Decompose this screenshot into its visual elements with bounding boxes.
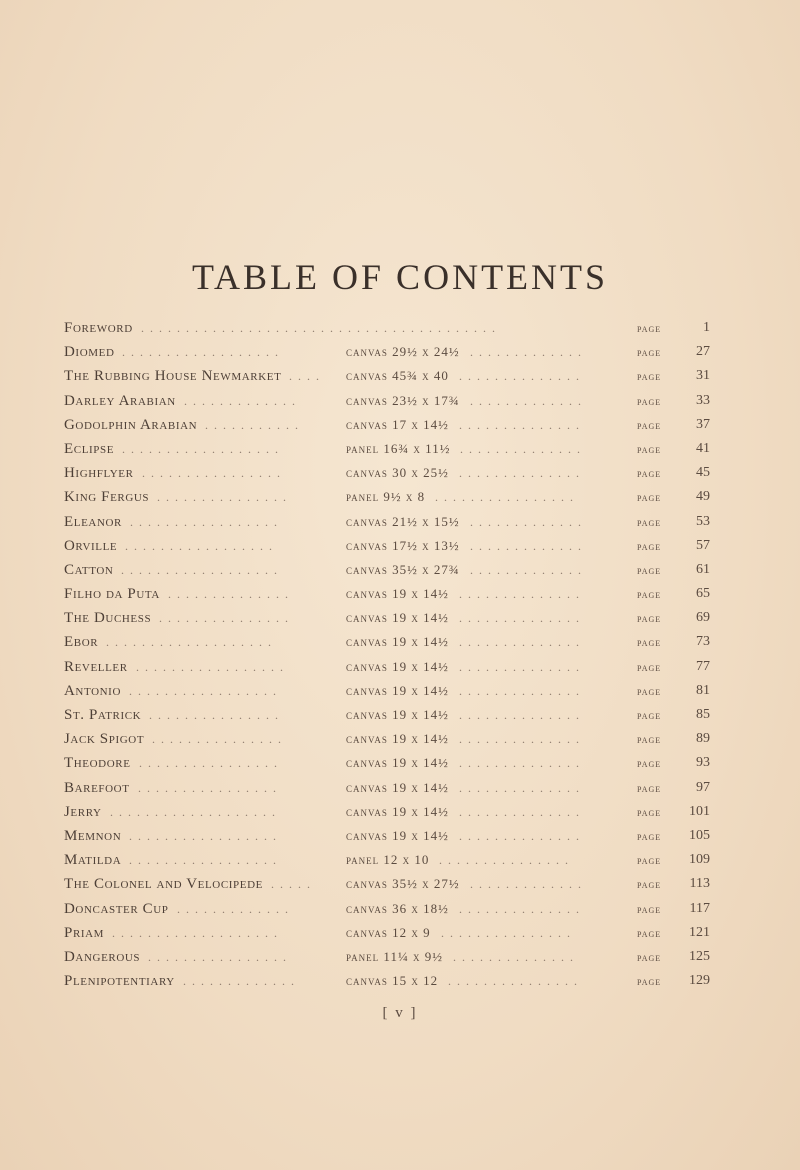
entry-dimensions: canvas 21½ x 15½ — [346, 513, 460, 529]
dot-leader: .............. — [459, 417, 585, 432]
toc-entry — [64, 437, 724, 461]
dot-leader: ............... — [441, 925, 576, 940]
page-number: 49 — [696, 489, 710, 505]
toc-entry — [64, 679, 724, 703]
entry-title: Plenipotentiary — [64, 973, 175, 990]
dot-leader: .............. — [459, 708, 585, 722]
toc-entry — [64, 413, 724, 437]
page-label: page — [637, 562, 662, 577]
dot-leader: ............. — [183, 974, 300, 989]
dot-leader: ................. — [129, 683, 282, 698]
page-number: 33 — [696, 392, 710, 408]
entry-title: Matilda — [64, 852, 122, 869]
dot-leader: .............. — [459, 659, 585, 674]
dot-leader: ............... — [149, 708, 284, 722]
page-label: page — [637, 490, 662, 505]
page-number: 89 — [696, 731, 710, 747]
entry-title: Highflyer — [64, 465, 134, 482]
toc-entry — [64, 824, 724, 848]
toc-entry — [64, 461, 724, 485]
page-label: page — [637, 804, 662, 819]
entry-dimensions: canvas 19 x 14½ — [346, 827, 449, 843]
entry-title: Filho da Puta — [64, 586, 160, 603]
entry-dimensions: canvas 19 x 14½ — [346, 682, 449, 698]
toc-entry — [64, 945, 724, 969]
entry-title: King Fergus — [64, 489, 150, 506]
page-label: page — [637, 393, 662, 408]
dot-leader: ................ — [148, 949, 292, 964]
toc-entry — [64, 655, 724, 679]
entry-dimensions: canvas 35½ x 27½ — [346, 876, 460, 892]
dot-leader: ................. — [129, 853, 282, 868]
dot-leader: .............. — [459, 683, 585, 698]
dot-leader: ............. — [470, 514, 587, 529]
entry-title: Darley Arabian — [64, 392, 176, 409]
toc-entry — [64, 534, 724, 558]
dot-leader: .................. — [121, 562, 283, 577]
entry-dimensions: panel 9½ x 8 — [346, 489, 426, 505]
dot-leader: .................. — [122, 441, 284, 456]
entry-dimensions: canvas 17½ x 13½ — [346, 537, 460, 553]
page-label: page — [637, 683, 662, 698]
dot-leader: ............. — [470, 393, 587, 408]
page-label: page — [637, 441, 662, 456]
entry-title: Diomed — [64, 344, 115, 361]
page-label: page — [637, 635, 662, 650]
page-label: page — [637, 828, 662, 843]
page-label: page — [637, 780, 662, 795]
entry-title: Dangerous — [64, 948, 141, 965]
toc-entry — [64, 969, 724, 993]
dot-leader: ................ — [139, 756, 283, 771]
entry-dimensions: canvas 15 x 12 — [346, 973, 439, 989]
page-number: 41 — [696, 440, 710, 456]
entry-dimensions: canvas 17 x 14½ — [346, 416, 449, 432]
entry-title: Ebor — [64, 634, 99, 651]
toc-entry — [64, 582, 724, 606]
entry-title: Antonio — [64, 682, 121, 699]
dot-leader: .............. — [459, 466, 585, 481]
entry-title: Priam — [64, 924, 105, 941]
page-number: 81 — [696, 682, 710, 698]
entry-title: The Colonel and Velocipede — [64, 876, 263, 893]
entry-dimensions: canvas 35½ x 27¾ — [346, 561, 460, 577]
entry-title: Jack Spigot — [64, 731, 145, 748]
entry-title: St. Patrick — [64, 707, 142, 723]
page-label: page — [637, 974, 662, 989]
page-number: 61 — [696, 561, 710, 577]
page-number: 113 — [689, 876, 710, 892]
page-number: 69 — [696, 610, 710, 626]
page-label: page — [637, 949, 662, 964]
entry-title: Catton — [64, 561, 114, 578]
dot-leader: ................. — [136, 659, 289, 674]
dot-leader: ................ — [142, 466, 286, 481]
page-label: page — [637, 708, 662, 722]
entry-title: Orville — [64, 537, 118, 554]
toc-entry — [64, 485, 724, 509]
toc-entry — [64, 872, 724, 896]
page-number: 121 — [689, 924, 710, 940]
entry-dimensions: canvas 19 x 14½ — [346, 731, 449, 747]
entry-dimensions: panel 12 x 10 — [346, 852, 430, 868]
page-label: page — [637, 877, 662, 892]
entry-dimensions: canvas 19 x 14½ — [346, 610, 449, 626]
toc-entry — [64, 340, 724, 364]
dot-leader: ............. — [470, 562, 587, 577]
toc-entry — [64, 921, 724, 945]
entry-title: Barefoot — [64, 779, 130, 796]
dot-leader: .............. — [459, 635, 585, 650]
dot-leader: .............. — [168, 587, 294, 602]
page-number: 129 — [689, 973, 710, 989]
toc-entry — [64, 630, 724, 654]
toc-entry — [64, 510, 724, 534]
page-number: 73 — [696, 634, 710, 650]
page-label: page — [637, 369, 662, 384]
entry-dimensions: panel 11¼ x 9½ — [346, 948, 443, 964]
dot-leader: .... — [289, 369, 325, 384]
page-label: page — [637, 417, 662, 432]
page-number: 31 — [696, 368, 710, 384]
entry-dimensions: canvas 19 x 14½ — [346, 586, 449, 602]
dot-leader: ............... — [152, 732, 287, 747]
page-number: 37 — [696, 416, 710, 432]
dot-leader: ............... — [157, 490, 292, 505]
dot-leader: ................... — [112, 925, 283, 940]
dot-leader: ............. — [470, 877, 587, 892]
page-label: page — [637, 611, 662, 626]
page-label: page — [637, 345, 662, 360]
dot-leader: .............. — [459, 780, 585, 795]
page-label: page — [637, 659, 662, 674]
toc-entry — [64, 606, 724, 630]
dot-leader: ............... — [159, 611, 294, 626]
page-number: 101 — [689, 803, 710, 819]
page-number: 57 — [696, 537, 710, 553]
page-number: 125 — [689, 948, 710, 964]
page-label: page — [637, 321, 662, 335]
entry-dimensions: canvas 19 x 14½ — [346, 658, 449, 674]
toc-entry — [64, 751, 724, 775]
dot-leader: .................. — [122, 345, 284, 360]
dot-leader: ............. — [177, 901, 294, 916]
dot-leader: ............. — [470, 538, 587, 553]
page-number: 93 — [696, 755, 710, 771]
toc-entry — [64, 776, 724, 800]
entry-dimensions: canvas 19 x 14½ — [346, 707, 449, 722]
page-label: page — [637, 756, 662, 771]
dot-leader: .............. — [459, 611, 585, 626]
dot-leader: .............. — [453, 949, 579, 964]
page-label: page — [637, 587, 662, 602]
dot-leader: .............. — [459, 901, 585, 916]
entry-dimensions: canvas 19 x 14½ — [346, 634, 449, 650]
page-folio: [ v ] — [382, 1005, 418, 1021]
dot-leader: .............. — [460, 441, 586, 456]
toc-entry — [64, 897, 724, 921]
entry-dimensions: canvas 19 x 14½ — [346, 803, 449, 819]
page-number: 45 — [696, 465, 710, 481]
entry-title: Eleanor — [64, 513, 122, 530]
dot-leader: ................ — [435, 490, 579, 505]
entry-title: Theodore — [64, 755, 131, 772]
toc-entry — [64, 364, 724, 388]
page-number: 53 — [696, 513, 710, 529]
dot-leader: ................... — [110, 804, 281, 819]
page-number: 109 — [689, 852, 710, 868]
entry-title: Doncaster Cup — [64, 900, 169, 917]
dot-leader: ............. — [470, 345, 587, 360]
entry-dimensions: canvas 30 x 25½ — [346, 465, 449, 481]
page-label: page — [637, 514, 662, 529]
page-number: 27 — [696, 344, 710, 360]
toc-entry — [64, 727, 724, 751]
entry-dimensions: canvas 36 x 18½ — [346, 900, 449, 916]
toc-entry — [64, 703, 724, 727]
page-number: 105 — [689, 827, 710, 843]
page-number: 65 — [696, 586, 710, 602]
entry-dimensions: panel 16¾ x 11½ — [346, 440, 451, 456]
entry-dimensions: canvas 19 x 14½ — [346, 779, 449, 795]
entry-title: Foreword — [64, 320, 133, 336]
entry-title: Eclipse — [64, 440, 115, 457]
entry-title: Memnon — [64, 827, 122, 844]
page-label: page — [637, 538, 662, 553]
entry-dimensions: canvas 45¾ x 40 — [346, 368, 449, 384]
entry-dimensions: canvas 19 x 14½ — [346, 755, 449, 771]
dot-leader: ........................................ — [141, 321, 501, 335]
page-title: TABLE OF CONTENTS — [191, 257, 609, 298]
page-number: 1 — [703, 320, 710, 335]
toc-entry — [64, 558, 724, 582]
dot-leader: ................... — [106, 635, 277, 650]
dot-leader: ................. — [129, 828, 282, 843]
dot-leader: ................. — [130, 514, 283, 529]
dot-leader: ................. — [125, 538, 278, 553]
dot-leader: ............... — [439, 853, 574, 868]
toc-entry — [64, 389, 724, 413]
page-label: page — [637, 466, 662, 481]
dot-leader: ..... — [271, 877, 316, 892]
dot-leader: ................ — [138, 780, 282, 795]
toc-entry — [64, 848, 724, 872]
page-number: 85 — [696, 707, 710, 722]
dot-leader: .............. — [459, 587, 585, 602]
page-number: 117 — [689, 900, 710, 916]
entry-title: Godolphin Arabian — [64, 416, 198, 433]
page-label: page — [637, 732, 662, 747]
entry-dimensions: canvas 12 x 9 — [346, 924, 431, 940]
dot-leader: ............. — [184, 393, 301, 408]
entry-dimensions: canvas 23½ x 17¾ — [346, 392, 460, 408]
dot-leader: .............. — [459, 828, 585, 843]
entry-dimensions: canvas 29½ x 24½ — [346, 344, 460, 360]
toc-entry — [64, 800, 724, 824]
dot-leader: .............. — [459, 369, 585, 384]
entry-title: Jerry — [64, 803, 102, 820]
entry-title: The Duchess — [64, 610, 152, 627]
toc-entry — [64, 316, 724, 340]
page-number: 97 — [696, 779, 710, 795]
dot-leader: .............. — [459, 732, 585, 747]
dot-leader: .............. — [459, 756, 585, 771]
page-label: page — [637, 853, 662, 868]
dot-leader: ............... — [448, 974, 583, 989]
page-label: page — [637, 901, 662, 916]
page-label: page — [637, 925, 662, 940]
entry-title: The Rubbing House Newmarket — [64, 368, 282, 385]
dot-leader: ........... — [205, 417, 304, 432]
table-of-contents — [64, 316, 724, 993]
dot-leader: .............. — [459, 804, 585, 819]
entry-title: Reveller — [64, 658, 128, 675]
page-number: 77 — [696, 658, 710, 674]
